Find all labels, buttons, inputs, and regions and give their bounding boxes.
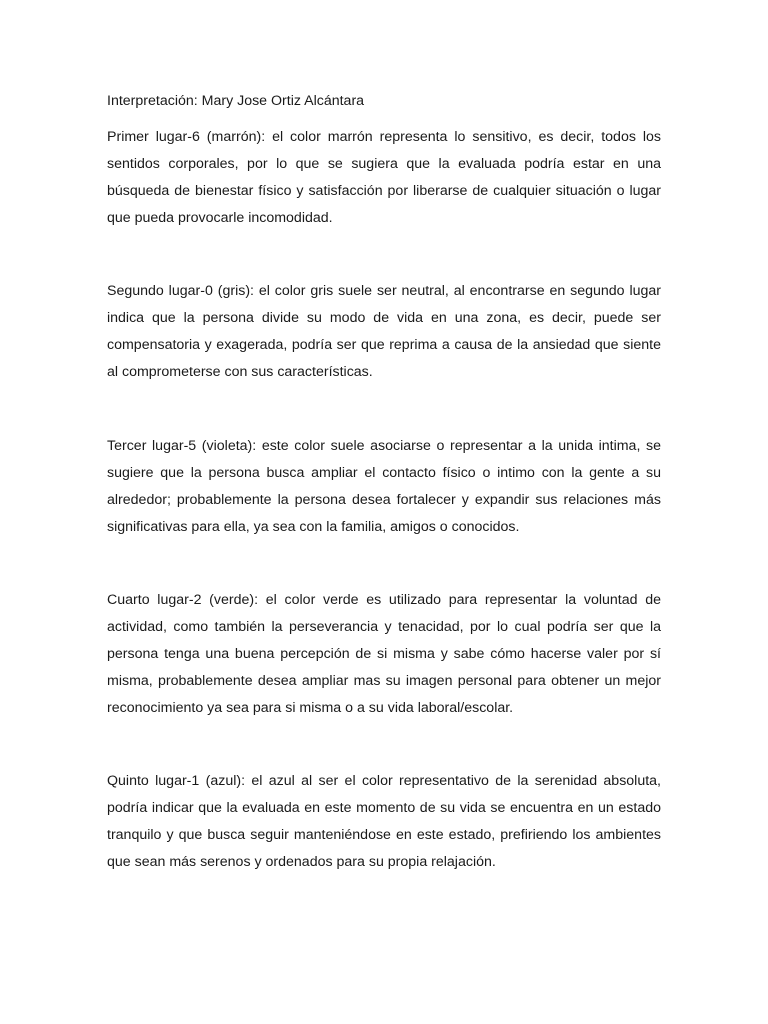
paragraph-primer-lugar: Primer lugar-6 (marrón): el color marrón representa lo sensitivo, es decir, todos los sentidos corporales, por lo que se sugiera que la evaluada podría estar en una búsqueda de bienestar físico y satisfacción por liberarse de cualquier situación o lugar que pueda provocarle incomodidad.	[107, 129, 661, 226]
paragraph-segundo-lugar: Segundo lugar-0 (gris): el color gris suele ser neutral, al encontrarse en segundo lugar indica que la persona divide su modo de vida en una zona, es decir, puede ser compensatoria y exagerada, podría ser que reprima a causa de la ansiedad que siente al comprometerse con sus características.	[107, 283, 661, 380]
paragraph-tercer-lugar: Tercer lugar-5 (violeta): este color suele asociarse o representar a la unida intima, se sugiere que la persona busca ampliar el contacto físico o intimo con la gente a su alrededor; probablemente la persona desea fortalecer y expandir sus relaciones más significativas para ella, ya sea con la familia, amigos o conocidos.	[107, 438, 661, 535]
paragraph-quinto-lugar: Quinto lugar-1 (azul): el azul al ser el color representativo de la serenidad absoluta, podría indicar que la evaluada en este momento de su vida se encuentra en un estado tranquilo y que busca seguir manteniéndose en este estado, prefiriendo los ambientes que sean más serenos y ordenados para su propia relajación.	[107, 773, 661, 870]
paragraph-cuarto-lugar: Cuarto lugar-2 (verde): el color verde es utilizado para representar la voluntad de actividad, como también la perseverancia y tenacidad, por lo cual podría ser que la persona tenga una buena percepción de si misma y sabe cómo hacerse valer por sí misma, probablemente desea ampliar mas su imagen personal para obtener un mejor reconocimiento ya sea para si misma o a su vida laboral/escolar.	[107, 592, 661, 716]
document-title: Interpretación: Mary Jose Ortiz Alcántara	[107, 93, 365, 109]
